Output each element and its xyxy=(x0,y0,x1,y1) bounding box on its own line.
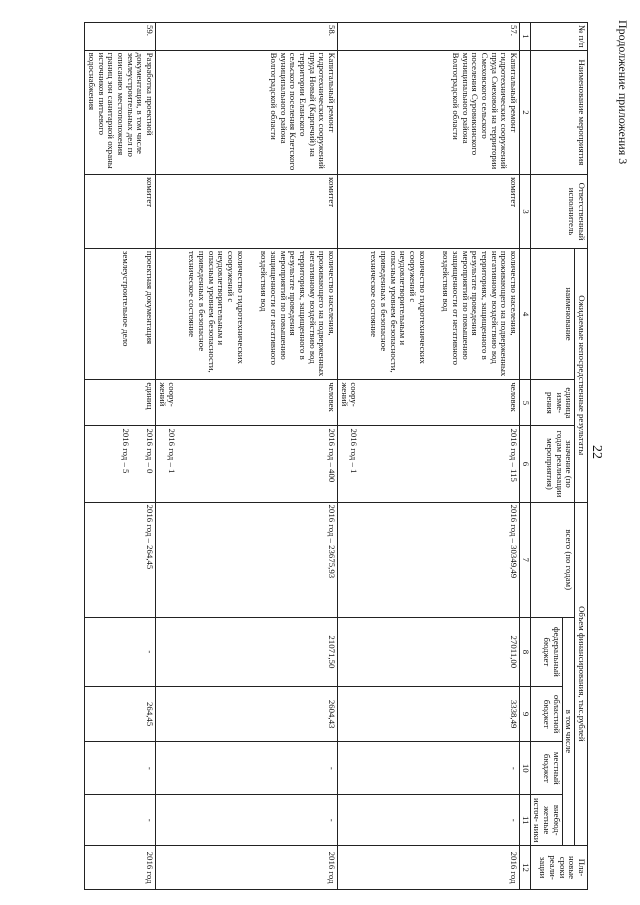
result-unit: единиц xyxy=(144,382,155,410)
total-funding: 2016 год – 30349,49 xyxy=(337,502,519,617)
row-number: 58. xyxy=(155,23,337,51)
col-number: 4 xyxy=(519,248,530,379)
rotated-table-container xyxy=(86,22,588,890)
header-expected: Ожидаемые непосредственные результаты xyxy=(575,248,588,502)
result-unit: человек xyxy=(326,382,337,412)
col-number: 1 xyxy=(519,23,530,51)
extra-funding: - xyxy=(155,795,337,846)
executor: комитет xyxy=(337,175,519,249)
executor: комитет xyxy=(85,175,156,249)
local-funding: - xyxy=(337,742,519,795)
regional-funding: 2604,43 xyxy=(155,686,337,741)
result-names xyxy=(85,248,156,379)
result-value: 2016 год – 1 xyxy=(167,428,178,474)
header-deadline: Пла- новые сроки реали- зации xyxy=(530,846,587,890)
total-funding: 2016 год – 23675,93 xyxy=(155,502,337,617)
col-number: 8 xyxy=(519,617,530,686)
result-name: количество населения, проживающего на подверженных негативному воздействию вод территориях, защищенного в результате проведения мероприятий по повышению защищенности от негативного воздействия вод xyxy=(441,250,519,377)
header-res-value: значение (по годам реализации мероприятия) xyxy=(530,426,575,502)
measure-name: Разработка проектной документации, в том числе землеустроительных дел по описанию местоположения границ зон санитарной охраны источников питьевого водоснабжения xyxy=(85,50,156,175)
column-numbers-row xyxy=(519,23,530,890)
federal-funding: - xyxy=(85,617,156,686)
deadline: 2016 год xyxy=(337,846,519,890)
result-name: проектная документация xyxy=(144,250,155,345)
executor: комитет xyxy=(155,175,337,249)
header-local: местный бюджет xyxy=(530,742,562,795)
regional-funding: 3338,49 xyxy=(337,686,519,741)
result-name: количество гидротехнических сооружений с неудовлетворительным и опасным уровнем безопасности, приведенных в безопасное техническое состояние xyxy=(369,250,428,373)
extra-funding: - xyxy=(337,795,519,846)
header-extra: внебюд- жетные источ- ники xyxy=(530,795,562,846)
result-units xyxy=(337,380,519,426)
col-number: 3 xyxy=(519,175,530,249)
header-no: № п/п xyxy=(530,23,587,51)
col-number: 2 xyxy=(519,50,530,175)
result-value: 2016 год – 5 xyxy=(121,428,132,474)
header-executor: Ответственный исполнитель xyxy=(530,175,587,249)
col-number: 6 xyxy=(519,426,530,502)
header-including: в том числе xyxy=(562,617,575,845)
funding-table xyxy=(84,22,588,890)
header-total: всего (по годам) xyxy=(530,502,575,617)
result-value: 2016 год – 1 xyxy=(349,428,360,474)
col-number: 12 xyxy=(519,846,530,890)
col-number: 11 xyxy=(519,795,530,846)
col-number: 9 xyxy=(519,686,530,741)
appendix-caption: Продолжение приложения 3 xyxy=(616,20,630,165)
header-funding: Объем финансирования, тыс.рублей xyxy=(575,502,588,846)
measure-name: Капитальный ремонт гидротехнических сооружений пруда Смеховой на территории Смеховского сельского поселения Суровикинского муниципального района Волгоградской области xyxy=(337,50,519,175)
local-funding: - xyxy=(155,742,337,795)
result-values xyxy=(337,426,519,502)
deadline: 2016 год xyxy=(155,846,337,890)
result-name: землеустроительное дело xyxy=(121,250,132,347)
local-funding: - xyxy=(85,742,156,795)
result-name: количество гидротехнических сооружений с неудовлетворительным и опасным уровнем безопасности, приведенных в безопасное техническое состояние xyxy=(187,250,246,373)
result-units xyxy=(155,380,337,426)
federal-funding: 21071,50 xyxy=(155,617,337,686)
extra-funding: - xyxy=(85,795,156,846)
row-number: 59. xyxy=(85,23,156,51)
col-number: 10 xyxy=(519,742,530,795)
result-value: 2016 год – 0 xyxy=(144,428,155,474)
table-row xyxy=(155,23,337,890)
table-row xyxy=(85,23,156,890)
federal-funding: 27011,00 xyxy=(337,617,519,686)
deadline: 2016 год xyxy=(85,846,156,890)
result-values xyxy=(85,426,156,502)
result-value: 2016 год – 400 xyxy=(326,428,337,483)
result-name: количество населения, проживающего на подверженных негативному воздействию вод территориях, защищенного в результате проведения мероприятий по повышению защищенности от негативного воздействия вод xyxy=(259,250,337,377)
regional-funding: 264,45 xyxy=(85,686,156,741)
result-units xyxy=(85,380,156,426)
page-number: 22 xyxy=(589,445,604,459)
header-federal: федеральный бюджет xyxy=(530,617,562,686)
col-number: 5 xyxy=(519,380,530,426)
measure-name: Капитальный ремонт гидротехнических сооружений пруда Новый (Карпечий) на территории Еланского сельского поселения Клетского муниципального района Волгоградской области xyxy=(155,50,337,175)
row-number: 57. xyxy=(337,23,519,51)
col-number: 7 xyxy=(519,502,530,617)
result-unit: соору- жений xyxy=(157,382,178,407)
table-row xyxy=(337,23,519,890)
result-value: 2016 год – 115 xyxy=(508,428,519,482)
result-values xyxy=(155,426,337,502)
result-unit: человек xyxy=(508,382,519,412)
header-res-unit: единица изме- рения xyxy=(530,380,575,426)
result-names xyxy=(155,248,337,379)
result-unit: соору- жений xyxy=(339,382,360,407)
header-res-name: наименование xyxy=(530,248,575,379)
total-funding: 2016 год – 264,45 xyxy=(85,502,156,617)
header-regional: областной бюджет xyxy=(530,686,562,741)
header-measure: Наименование мероприятия xyxy=(530,50,587,175)
result-names xyxy=(337,248,519,379)
